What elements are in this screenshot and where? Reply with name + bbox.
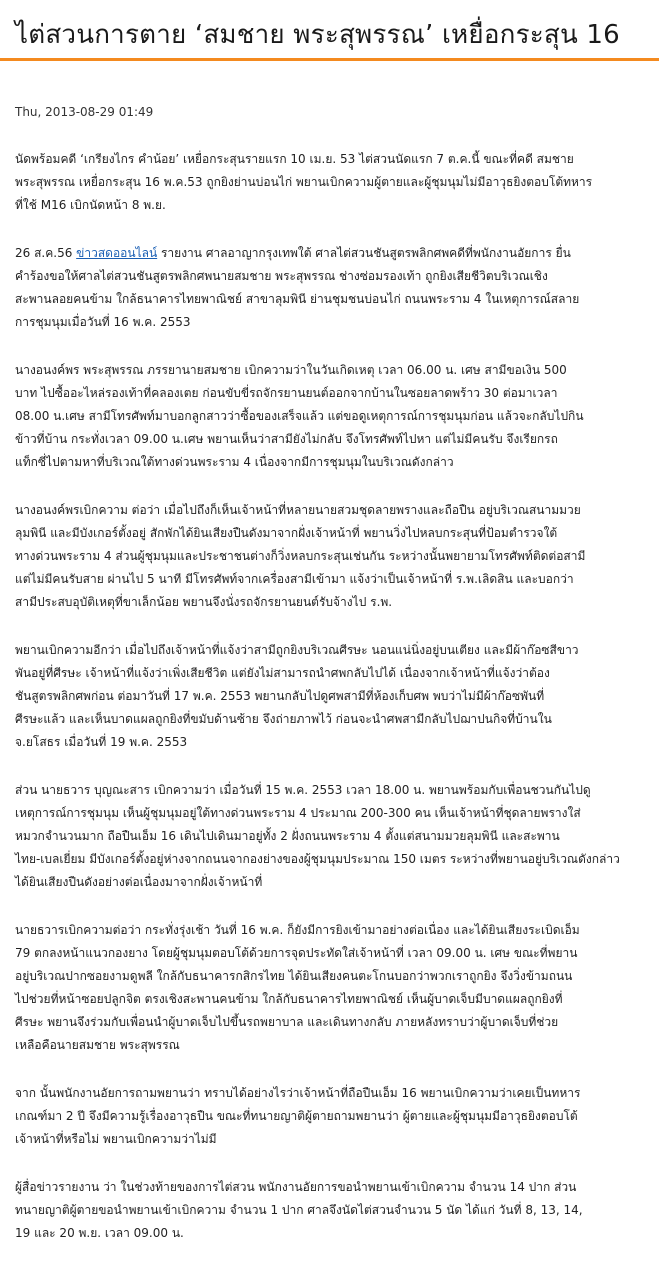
paragraph-line: เกณฑ์มา 2 ปี จึงมีความรู้เรื่องอาวุธปืน ขณะที่ทนายญาติผู้ตายถามพยานว่า ผู้ตายและผู้ชุมนุมมีอาวุธยิงตอบโต้	[15, 1109, 578, 1123]
article-paragraph	[15, 779, 651, 894]
paragraph-line: เหลือคือนายสมชาย พระสุพรรณ	[15, 1038, 180, 1052]
article-paragraph	[15, 1176, 651, 1245]
paragraph-text: รายงาน ศาลอาญากรุงเทพใต้ ศาลไต่สวนชันสูตรพลิกศพคดีที่พนักงานอัยการ ยื่น	[157, 246, 571, 260]
article-paragraph	[15, 359, 651, 474]
paragraph-line: ไทย-เบลเยี่ยม มีบังเกอร์ตั้งอยู่ห่างจากถนนจากองย่างของผู้ชุมนุมประมาณ 150 เมตร ระหว่างที่พยานอยู่บริเวณดังกล่าว	[15, 852, 620, 866]
paragraph-line: ศีรษะ พยานจึงร่วมกับเพื่อนนำผู้บาดเจ็บไปขึ้นรถพยาบาล และเดินทางกลับ ภายหลังทราบว่าผู้บาดเจ็บที่ช่วย	[15, 1015, 559, 1029]
article-header	[0, 0, 659, 62]
paragraph-line: การชุมนุมเมื่อวันที่ 16 พ.ค. 2553	[15, 315, 191, 329]
article-title: ไต่สวนการตาย ‘สมชาย พระสุพรรณ’ เหยื่อกระสุน 16	[15, 20, 620, 50]
paragraph-line: หมวกจำนวนมาก ถือปืนเอ็ม 16 เดินไปเดินมาอยู่ทั้ง 2 ฝั่งถนนพระราม 4 ตั้งแต่สนามมวยลุมพินี และสะพาน	[15, 829, 560, 843]
paragraph-line: 08.00 น.เศษ สามีโทรศัพท์มาบอกลูกสาวว่าซื้อของเสร็จแล้ว แต่ขอดูเหตุการณ์การชุมนุมก่อน แล้วจะกลับไปกิน	[15, 409, 584, 423]
paragraph-line: นัดพร้อมคดี ‘เกรียงไกร คำน้อย’ เหยื่อกระสุนรายแรก 10 เม.ย. 53 ไต่สวนนัดแรก 7 ต.ค.นี้ ขณะที่คดี สมชาย	[15, 152, 574, 166]
paragraph-line: แท็กซี่ไปตามหาที่บริเวณใต้ทางด่วนพระราม 4 เนื่องจากมีการชุมนุมในบริเวณดังกล่าว	[15, 455, 454, 469]
article-paragraph	[15, 639, 651, 754]
paragraph-line: 79 ตกลงหน้าแนวกองยาง โดยผู้ชุมนุมตอบโต้ด้วยการจุดประทัดใส่เจ้าหน้าที่ เวลา 09.00 น. เศษ ขณะที่พยาน	[15, 946, 578, 960]
paragraph-line: ไปช่วยที่หน้าซอยปลูกจิต ตรงเชิงสะพานคนข้าม ใกล้กับธนาคารไทยพาณิชย์ เห็นผู้บาดเจ็บมีบาดแผลถูกยิงที่	[15, 992, 563, 1006]
article-body	[15, 148, 651, 1270]
paragraph-line: คำร้องขอให้ศาลไต่สวนชันสูตรพลิกศพนายสมชาย พระสุพรรณ ช่างซ่อมรองเท้า ถูกยิงเสียชีวิตบริเวณเชิง	[15, 269, 548, 283]
paragraph-line: นางอนงค์พร พระสุพรรณ ภรรยานายสมชาย เบิกความว่าในวันเกิดเหตุ เวลา 06.00 น. เศษ สามีขอเงิน 500	[15, 363, 567, 377]
paragraph-line: ชันสูตรพลิกศพก่อน ต่อมาวันที่ 17 พ.ค. 2553 พยานกลับไปดูศพสามีที่ห้องเก็บศพ พบว่าไม่มีผ้าก๊อซพันที่	[15, 689, 545, 703]
paragraph-line: ศีรษะแล้ว และเห็นบาดแผลถูกยิงที่ขมับด้านซ้าย จึงถ่ายภาพไว้ ก่อนจะนำศพสามีกลับไปฌาปนกิจที่บ้านใน	[15, 712, 552, 726]
paragraph-line: 19 และ 20 พ.ย. เวลา 09.00 น.	[15, 1226, 184, 1240]
article-paragraph	[15, 242, 651, 334]
paragraph-line: นางอนงค์พรเบิกความ ต่อว่า เมื่อไปถึงก็เห็นเจ้าหน้าที่หลายนายสวมชุดลายพรางและถือปืน อยู่บริเวณสนามมวย	[15, 503, 581, 517]
paragraph-line	[15, 242, 651, 265]
paragraph-line: พระสุพรรณ เหยื่อกระสุน 16 พ.ค.53 ถูกยิงย่านบ่อนไก่ พยานเบิกความผู้ตายและผู้ชุมนุมไม่มีอาวุธยิงตอบโต้ทหาร	[15, 175, 593, 189]
paragraph-line: ผู้สื่อข่าวรายงาน ว่า ในช่วงท้ายของการไต่สวน พนักงานอัยการขอนำพยานเข้าเบิกความ จำนวน 14 ปาก ส่วน	[15, 1180, 577, 1194]
source-link[interactable]: ข่าวสดออนไลน์	[76, 246, 158, 260]
paragraph-line: นายธวารเบิกความต่อว่า กระทั่งรุ่งเช้า วันที่ 16 พ.ค. ก็ยังมีการยิงเข้ามาอย่างต่อเนื่อง และได้ยินเสียงระเบิดเอ็ม	[15, 923, 580, 937]
paragraph-line: จาก นั้นพนักงานอัยการถามพยานว่า ทราบได้อย่างไรว่าเจ้าหน้าที่ถือปืนเอ็ม 16 พยานเบิกความว่าเคยเป็นทหาร	[15, 1086, 581, 1100]
paragraph-line: ข้าวที่บ้าน กระทั่งเวลา 09.00 น.เศษ พยานเห็นว่าสามียังไม่กลับ จึงโทรศัพท์ไปหา แต่ไม่มีคนรับ จึงเรียกรถ	[15, 432, 558, 446]
paragraph-line: ส่วน นายธวาร บุญณะสาร เบิกความว่า เมื่อวันที่ 15 พ.ค. 2553 เวลา 18.00 น. พยานพร้อมกับเพื่อนชวนกันไปดู	[15, 783, 591, 797]
paragraph-line: บาท ไปซื้ออะไหล่รองเท้าที่คลองเตย ก่อนขับขี่รถจักรยานยนต์ออกจากบ้านในซอยลาดพร้าว 30 ต่อมาเวลา	[15, 386, 558, 400]
paragraph-line: เหตุการณ์การชุมนุม เห็นผู้ชุมนุมอยู่ใต้ทางด่วนพระราม 4 ประมาณ 200-300 คน เห็นเจ้าหน้าที่ชุดลายพรางใส่	[15, 806, 581, 820]
paragraph-line: ลุมพินี และมีบังเกอร์ตั้งอยู่ สักพักได้ยินเสียงปืนดังมาจากฝั่งเจ้าหน้าที่ พยานวิ่งไปหลบกระสุนที่ป้อมตำรวจใต้	[15, 526, 558, 540]
paragraph-line: พันอยู่ที่ศีรษะ เจ้าหน้าที่แจ้งว่าเพิ่งเสียชีวิต แต่ยังไม่สามารถนำศพกลับไปได้ เนื่องจากเจ้าหน้าที่แจ้งว่าต้อง	[15, 666, 550, 680]
article-paragraph	[15, 148, 651, 217]
paragraph-line: สะพานลอยคนข้าม ใกล้ธนาคารไทยพาณิชย์ สาขาลุมพินี ย่านชุมชนบ่อนไก่ ถนนพระราม 4 ในเหตุการณ์สลาย	[15, 292, 580, 306]
paragraph-line: สามีประสบอุบัติเหตุที่ขาเล็กน้อย พยานจึงนั่งรถจักรยานยนต์รับจ้างไป ร.พ.	[15, 595, 393, 609]
article-paragraph	[15, 499, 651, 614]
publish-date: Thu, 2013-08-29 01:49	[15, 105, 154, 119]
paragraph-line: จ.ยโสธร เมื่อวันที่ 19 พ.ค. 2553	[15, 735, 188, 749]
paragraph-line: แต่ไม่มีคนรับสาย ผ่านไป 5 นาที มีโทรศัพท์จากเครื่องสามีเข้ามา แจ้งว่าเป็นเจ้าหน้าที่ ร.พ.เลิดสิน และบอกว่า	[15, 572, 574, 586]
paragraph-text: 26 ส.ค.56	[15, 246, 77, 260]
paragraph-line: อยู่บริเวณปากซอยงามดูพลี ใกล้กับธนาคารกสิกรไทย ได้ยินเสียงคนตะโกนบอกว่าพวกเราถูกยิง จึงวิ่งข้ามถนน	[15, 969, 573, 983]
paragraph-line: ที่ใช้ M16 เบิกนัดหน้า 8 พ.ย.	[15, 198, 166, 212]
paragraph-line: ทนายญาติผู้ตายขอนำพยานเข้าเบิกความ จำนวน 1 ปาก ศาลจึงนัดไต่สวนจำนวน 5 นัด ได้แก่ วันที่ 8, 13, 14,	[15, 1203, 583, 1217]
article-paragraph	[15, 1082, 651, 1151]
paragraph-line: ทางด่วนพระราม 4 ส่วนผู้ชุมนุมและประชาชนต่างก็วิ่งหลบกระสุนเช่นกัน ระหว่างนั้นพยายามโทรศัพท์ติดต่อสามี	[15, 549, 586, 563]
paragraph-line: ได้ยินเสียงปืนดังอย่างต่อเนื่องมาจากฝั่งเจ้าหน้าที่	[15, 875, 263, 889]
title-divider	[0, 58, 659, 61]
article-paragraph	[15, 919, 651, 1057]
paragraph-line: พยานเบิกความอีกว่า เมื่อไปถึงเจ้าหน้าที่แจ้งว่าสามีถูกยิงบริเวณศีรษะ นอนแน่นิ่งอยู่บนเตียง และมีผ้าก๊อซสีขาว	[15, 643, 579, 657]
paragraph-line: เจ้าหน้าที่หรือไม่ พยานเบิกความว่าไม่มี	[15, 1132, 217, 1146]
